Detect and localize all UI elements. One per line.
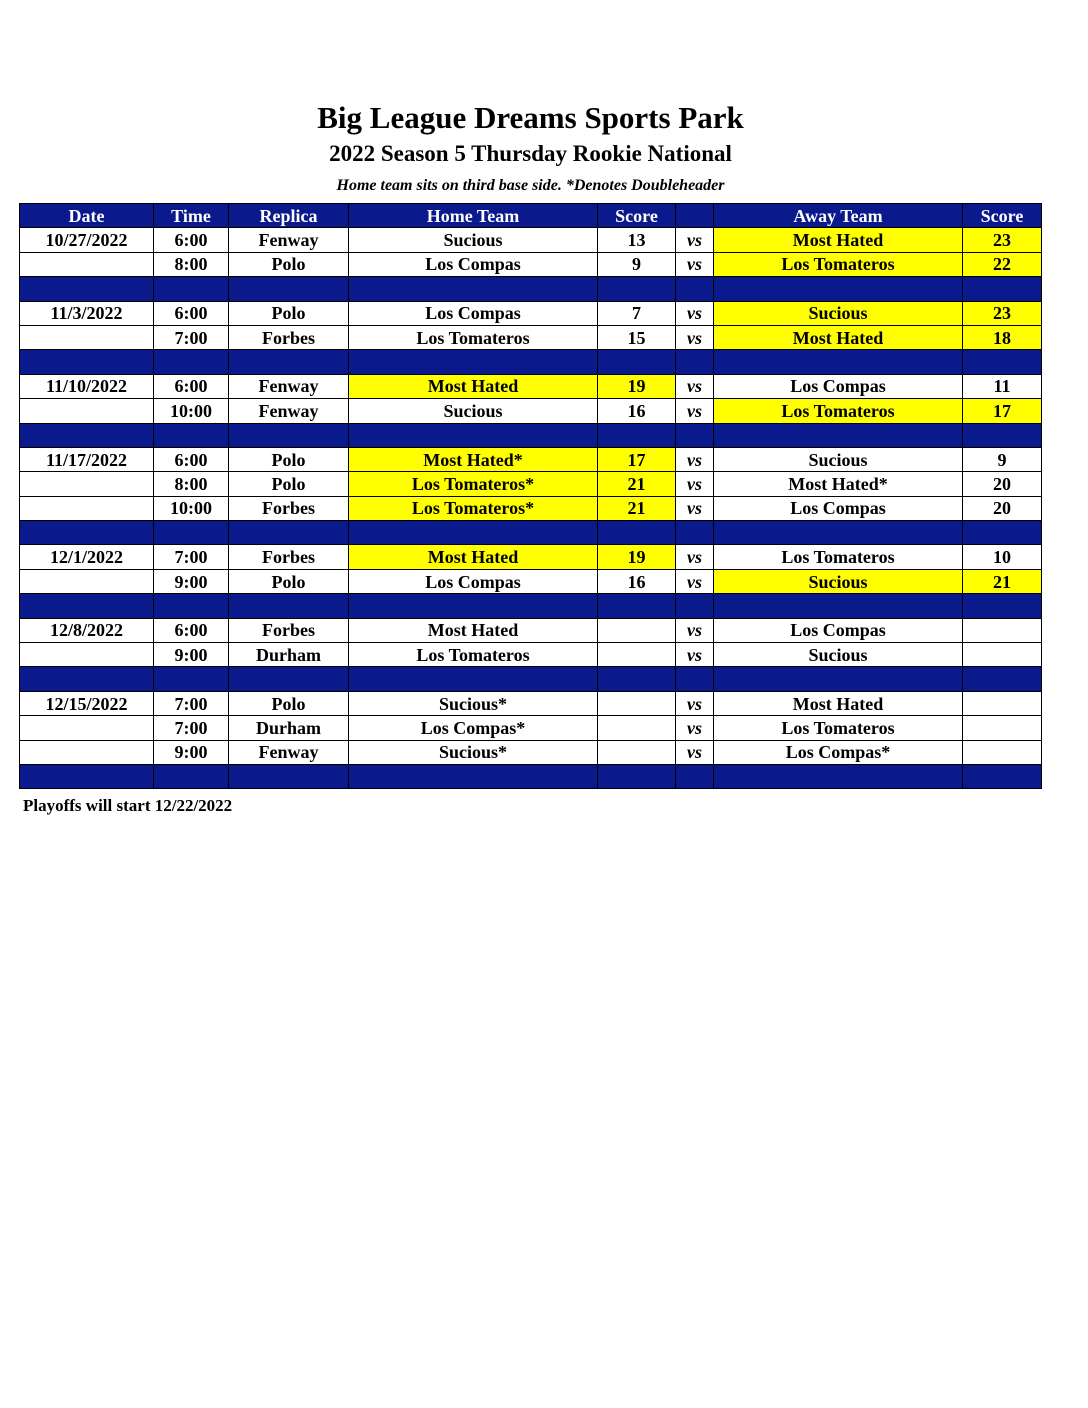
home-team-cell: Los Compas — [349, 301, 598, 325]
time-cell: 7:00 — [154, 325, 229, 349]
away-score-cell — [963, 643, 1042, 667]
separator-cell — [20, 277, 154, 301]
table-row — [20, 472, 1042, 496]
home-score-cell: 16 — [598, 569, 676, 593]
table-row — [20, 691, 1042, 715]
time-cell: 9:00 — [154, 643, 229, 667]
home-score-cell: 21 — [598, 472, 676, 496]
vs-cell: vs — [676, 691, 714, 715]
separator-cell — [963, 667, 1042, 691]
column-header-home-score: Score — [598, 204, 676, 228]
vs-cell: vs — [676, 569, 714, 593]
away-team-cell: Los Compas* — [714, 740, 963, 764]
home-team-cell: Los Compas* — [349, 716, 598, 740]
away-team-cell: Most Hated — [714, 325, 963, 349]
separator-cell — [676, 764, 714, 788]
away-score-cell — [963, 740, 1042, 764]
table-row — [20, 716, 1042, 740]
away-score-cell: 17 — [963, 399, 1042, 423]
vs-cell: vs — [676, 447, 714, 471]
separator-row — [20, 350, 1042, 374]
table-row — [20, 301, 1042, 325]
replica-cell: Polo — [229, 447, 349, 471]
time-cell: 7:00 — [154, 691, 229, 715]
home-team-cell: Sucious* — [349, 691, 598, 715]
separator-cell — [229, 277, 349, 301]
vs-cell: vs — [676, 228, 714, 252]
away-team-cell: Los Tomateros — [714, 252, 963, 276]
replica-cell: Fenway — [229, 374, 349, 398]
home-team-cell: Sucious — [349, 228, 598, 252]
vs-cell: vs — [676, 496, 714, 520]
separator-cell — [229, 423, 349, 447]
replica-cell: Forbes — [229, 545, 349, 569]
home-team-cell: Most Hated — [349, 545, 598, 569]
separator-cell — [598, 423, 676, 447]
home-score-cell — [598, 740, 676, 764]
home-score-cell — [598, 691, 676, 715]
column-header-replica: Replica — [229, 204, 349, 228]
away-team-cell: Sucious — [714, 301, 963, 325]
separator-cell — [598, 521, 676, 545]
table-row — [20, 399, 1042, 423]
replica-cell: Polo — [229, 691, 349, 715]
away-score-cell: 23 — [963, 301, 1042, 325]
page-title: Big League Dreams Sports Park — [317, 100, 744, 135]
separator-cell — [154, 350, 229, 374]
separator-cell — [714, 350, 963, 374]
away-score-cell: 11 — [963, 374, 1042, 398]
vs-cell: vs — [676, 740, 714, 764]
separator-cell — [20, 594, 154, 618]
vs-cell: vs — [676, 472, 714, 496]
away-team-cell: Sucious — [714, 569, 963, 593]
away-team-cell: Los Compas — [714, 374, 963, 398]
schedule-table — [19, 203, 1042, 789]
home-score-cell: 19 — [598, 545, 676, 569]
schedule-body — [20, 228, 1042, 789]
away-team-cell: Most Hated — [714, 228, 963, 252]
table-row — [20, 325, 1042, 349]
home-team-cell: Los Tomateros — [349, 325, 598, 349]
separator-cell — [963, 350, 1042, 374]
date-cell: 12/8/2022 — [20, 618, 154, 642]
replica-cell: Polo — [229, 569, 349, 593]
home-team-cell: Sucious — [349, 399, 598, 423]
separator-cell — [714, 423, 963, 447]
vs-cell: vs — [676, 545, 714, 569]
separator-cell — [349, 521, 598, 545]
date-cell — [20, 399, 154, 423]
table-row — [20, 569, 1042, 593]
separator-cell — [154, 423, 229, 447]
separator-row — [20, 521, 1042, 545]
time-cell: 6:00 — [154, 374, 229, 398]
column-header-away-score: Score — [963, 204, 1042, 228]
date-cell: 11/10/2022 — [20, 374, 154, 398]
table-row — [20, 643, 1042, 667]
column-header-away-team: Away Team — [714, 204, 963, 228]
date-cell — [20, 472, 154, 496]
separator-cell — [598, 594, 676, 618]
home-team-cell: Los Tomateros* — [349, 472, 598, 496]
separator-cell — [714, 594, 963, 618]
away-team-cell: Los Tomateros — [714, 399, 963, 423]
date-cell — [20, 716, 154, 740]
home-team-cell: Los Tomateros* — [349, 496, 598, 520]
home-score-cell — [598, 716, 676, 740]
table-row — [20, 618, 1042, 642]
vs-cell: vs — [676, 399, 714, 423]
home-score-cell: 7 — [598, 301, 676, 325]
separator-cell — [714, 764, 963, 788]
table-row — [20, 447, 1042, 471]
home-score-cell: 13 — [598, 228, 676, 252]
date-cell — [20, 252, 154, 276]
replica-cell: Polo — [229, 301, 349, 325]
away-team-cell: Los Tomateros — [714, 545, 963, 569]
separator-cell — [349, 350, 598, 374]
home-score-cell: 19 — [598, 374, 676, 398]
vs-cell: vs — [676, 374, 714, 398]
separator-cell — [676, 277, 714, 301]
home-team-cell: Sucious* — [349, 740, 598, 764]
away-team-cell: Los Compas — [714, 618, 963, 642]
home-team-cell: Los Tomateros — [349, 643, 598, 667]
separator-cell — [20, 764, 154, 788]
date-cell: 11/17/2022 — [20, 447, 154, 471]
time-cell: 7:00 — [154, 545, 229, 569]
home-score-cell — [598, 643, 676, 667]
replica-cell: Durham — [229, 643, 349, 667]
separator-row — [20, 667, 1042, 691]
vs-cell: vs — [676, 252, 714, 276]
date-cell — [20, 496, 154, 520]
home-team-cell: Los Compas — [349, 252, 598, 276]
separator-cell — [676, 594, 714, 618]
separator-cell — [598, 667, 676, 691]
separator-cell — [349, 594, 598, 618]
date-cell — [20, 643, 154, 667]
separator-cell — [714, 521, 963, 545]
playoffs-note: Playoffs will start 12/22/2022 — [23, 796, 233, 815]
away-score-cell: 9 — [963, 447, 1042, 471]
date-cell — [20, 740, 154, 764]
column-header-date: Date — [20, 204, 154, 228]
table-row — [20, 496, 1042, 520]
separator-cell — [714, 667, 963, 691]
table-row — [20, 740, 1042, 764]
home-score-cell: 17 — [598, 447, 676, 471]
separator-cell — [676, 521, 714, 545]
away-score-cell: 20 — [963, 472, 1042, 496]
separator-cell — [349, 764, 598, 788]
time-cell: 8:00 — [154, 472, 229, 496]
home-score-cell — [598, 618, 676, 642]
separator-cell — [676, 667, 714, 691]
vs-cell: vs — [676, 716, 714, 740]
separator-cell — [229, 594, 349, 618]
vs-cell: vs — [676, 325, 714, 349]
separator-cell — [229, 350, 349, 374]
separator-cell — [963, 764, 1042, 788]
home-team-cell: Most Hated — [349, 618, 598, 642]
separator-cell — [349, 423, 598, 447]
date-cell: 10/27/2022 — [20, 228, 154, 252]
replica-cell: Durham — [229, 716, 349, 740]
away-team-cell: Most Hated — [714, 691, 963, 715]
replica-cell: Forbes — [229, 325, 349, 349]
away-team-cell: Sucious — [714, 643, 963, 667]
separator-cell — [598, 277, 676, 301]
table-row — [20, 545, 1042, 569]
date-cell: 12/1/2022 — [20, 545, 154, 569]
time-cell: 10:00 — [154, 496, 229, 520]
time-cell: 6:00 — [154, 301, 229, 325]
date-cell — [20, 325, 154, 349]
home-team-cell: Most Hated — [349, 374, 598, 398]
date-cell: 12/15/2022 — [20, 691, 154, 715]
table-header-row — [20, 204, 1042, 228]
page-note: Home team sits on third base side. *Denotes Doubleheader — [336, 177, 725, 194]
replica-cell: Fenway — [229, 228, 349, 252]
separator-cell — [229, 521, 349, 545]
separator-cell — [154, 667, 229, 691]
away-score-cell: 18 — [963, 325, 1042, 349]
column-header-time: Time — [154, 204, 229, 228]
away-team-cell: Most Hated* — [714, 472, 963, 496]
home-score-cell: 16 — [598, 399, 676, 423]
home-team-cell: Los Compas — [349, 569, 598, 593]
home-team-cell: Most Hated* — [349, 447, 598, 471]
away-score-cell — [963, 618, 1042, 642]
replica-cell: Forbes — [229, 496, 349, 520]
column-header-vs — [676, 204, 714, 228]
table-row — [20, 374, 1042, 398]
time-cell: 6:00 — [154, 447, 229, 471]
vs-cell: vs — [676, 301, 714, 325]
replica-cell: Fenway — [229, 740, 349, 764]
away-score-cell: 22 — [963, 252, 1042, 276]
separator-cell — [349, 277, 598, 301]
time-cell: 9:00 — [154, 569, 229, 593]
separator-row — [20, 594, 1042, 618]
time-cell: 9:00 — [154, 740, 229, 764]
separator-cell — [20, 350, 154, 374]
vs-cell: vs — [676, 643, 714, 667]
column-header-home-team: Home Team — [349, 204, 598, 228]
replica-cell: Polo — [229, 472, 349, 496]
date-cell: 11/3/2022 — [20, 301, 154, 325]
away-team-cell: Los Compas — [714, 496, 963, 520]
time-cell: 7:00 — [154, 716, 229, 740]
separator-cell — [598, 764, 676, 788]
separator-cell — [676, 350, 714, 374]
separator-cell — [676, 423, 714, 447]
separator-cell — [963, 521, 1042, 545]
separator-cell — [20, 423, 154, 447]
page-subtitle: 2022 Season 5 Thursday Rookie National — [329, 141, 732, 166]
separator-cell — [154, 594, 229, 618]
separator-cell — [963, 423, 1042, 447]
away-score-cell — [963, 716, 1042, 740]
away-score-cell: 20 — [963, 496, 1042, 520]
time-cell: 6:00 — [154, 618, 229, 642]
separator-cell — [963, 277, 1042, 301]
separator-cell — [229, 667, 349, 691]
separator-row — [20, 277, 1042, 301]
away-team-cell: Sucious — [714, 447, 963, 471]
away-score-cell: 10 — [963, 545, 1042, 569]
away-team-cell: Los Tomateros — [714, 716, 963, 740]
replica-cell: Fenway — [229, 399, 349, 423]
separator-cell — [20, 667, 154, 691]
separator-row — [20, 423, 1042, 447]
replica-cell: Forbes — [229, 618, 349, 642]
replica-cell: Polo — [229, 252, 349, 276]
separator-cell — [598, 350, 676, 374]
home-score-cell: 15 — [598, 325, 676, 349]
separator-cell — [349, 667, 598, 691]
date-cell — [20, 569, 154, 593]
home-score-cell: 9 — [598, 252, 676, 276]
away-score-cell — [963, 691, 1042, 715]
time-cell: 6:00 — [154, 228, 229, 252]
separator-cell — [714, 277, 963, 301]
home-score-cell: 21 — [598, 496, 676, 520]
time-cell: 8:00 — [154, 252, 229, 276]
table-row — [20, 252, 1042, 276]
separator-row — [20, 764, 1042, 788]
separator-cell — [229, 764, 349, 788]
time-cell: 10:00 — [154, 399, 229, 423]
separator-cell — [154, 277, 229, 301]
table-row — [20, 228, 1042, 252]
separator-cell — [963, 594, 1042, 618]
separator-cell — [154, 521, 229, 545]
away-score-cell: 23 — [963, 228, 1042, 252]
vs-cell: vs — [676, 618, 714, 642]
separator-cell — [20, 521, 154, 545]
away-score-cell: 21 — [963, 569, 1042, 593]
separator-cell — [154, 764, 229, 788]
